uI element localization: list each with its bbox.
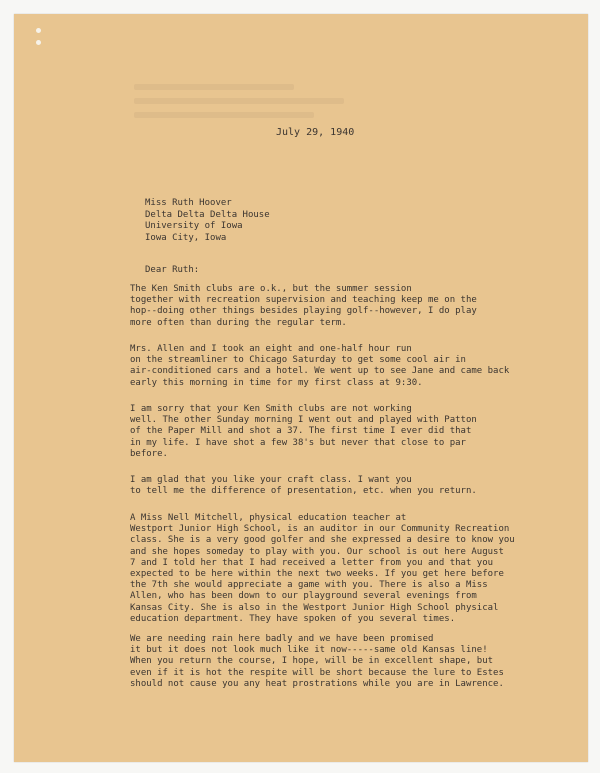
bleed-through-mark <box>134 84 294 90</box>
recipient-address <box>145 198 270 244</box>
text-line: on the streamliner to Chicago Saturday to get some cool air in <box>130 355 466 366</box>
text-line: in my life. I have shot a few 38's but never that close to par <box>130 437 466 448</box>
address-line: Miss Ruth Hoover <box>145 198 232 208</box>
text-line: education department. They have spoken of you several times. <box>130 613 456 624</box>
text-line: class. She is a very good golfer and she expressed a desire to know you <box>130 535 515 546</box>
text-line: A Miss Nell Mitchell, physical education teacher at <box>130 513 407 523</box>
text-line: together with recreation supervision and teaching keep me on the <box>130 295 477 306</box>
address-line: University of Iowa <box>145 221 243 231</box>
bleed-through-mark <box>134 98 344 104</box>
paragraph-nell-mitchell <box>130 513 515 625</box>
text-line: even if it is hot the respite will be short because the lure to Estes <box>130 667 504 678</box>
text-line: before. <box>130 448 168 459</box>
text-line: Westport Junior High School, is an auditor in our Community Recreation <box>130 524 510 535</box>
paragraph-chicago-trip <box>130 344 515 389</box>
text-line: should not cause you any heat prostrations while you are in Lawrence. <box>130 678 504 689</box>
salutation: Dear Ruth: <box>145 265 200 275</box>
text-line: expected to be here within the next two weeks. If you get here before <box>130 568 504 579</box>
text-line: well. The other Sunday morning I went out and played with Patton <box>130 415 477 426</box>
text-line: the 7th she would appreciate a game with you. There is also a Miss <box>130 580 488 591</box>
paragraph-craft-class <box>130 475 515 497</box>
text-line: We are needing rain here badly and we have been promised <box>130 634 434 644</box>
paragraph-golf-clubs <box>130 284 515 329</box>
punch-hole <box>36 28 41 33</box>
text-line: Mrs. Allen and I took an eight and one-half hour run <box>130 344 412 354</box>
letter-page <box>14 14 588 762</box>
text-line: I am sorry that your Ken Smith clubs are not working <box>130 404 412 414</box>
letter-date: July 29, 1940 <box>276 127 355 138</box>
text-line: hop--doing other things besides playing golf--however, I do play <box>130 306 477 317</box>
paragraph-golf-score <box>130 404 515 460</box>
text-line: When you return the course, I hope, will be in excellent shape, but <box>130 656 494 667</box>
text-line: I am glad that you like your craft class. I want you <box>130 475 412 485</box>
text-line: The Ken Smith clubs are o.k., but the summer session <box>130 284 412 294</box>
text-line: of the Paper Mill and shot a 37. The first time I ever did that <box>130 426 472 437</box>
text-line: it but it does not look much like it now-----same old Kansas line! <box>130 645 488 656</box>
punch-hole <box>36 40 41 45</box>
text-line: more often than during the regular term. <box>130 317 347 328</box>
text-line: to tell me the difference of presentation, etc. when you return. <box>130 486 477 497</box>
paragraph-rain <box>130 634 515 690</box>
text-line: 7 and I told her that I had received a letter from you and that you <box>130 557 494 568</box>
text-line: Kansas City. She is also in the Westport Junior High School physical <box>130 602 499 613</box>
address-line: Delta Delta Delta House <box>145 209 270 220</box>
text-line: Allen, who has been down to our playground several evenings from <box>130 591 477 602</box>
text-line: air-conditioned cars and a hotel. We went up to see Jane and came back <box>130 366 510 377</box>
address-line: Iowa City, Iowa <box>145 232 227 243</box>
text-line: early this morning in time for my first class at 9:30. <box>130 377 423 388</box>
text-line: and she hopes someday to play with you. Our school is out here August <box>130 546 504 557</box>
bleed-through-mark <box>134 112 314 118</box>
